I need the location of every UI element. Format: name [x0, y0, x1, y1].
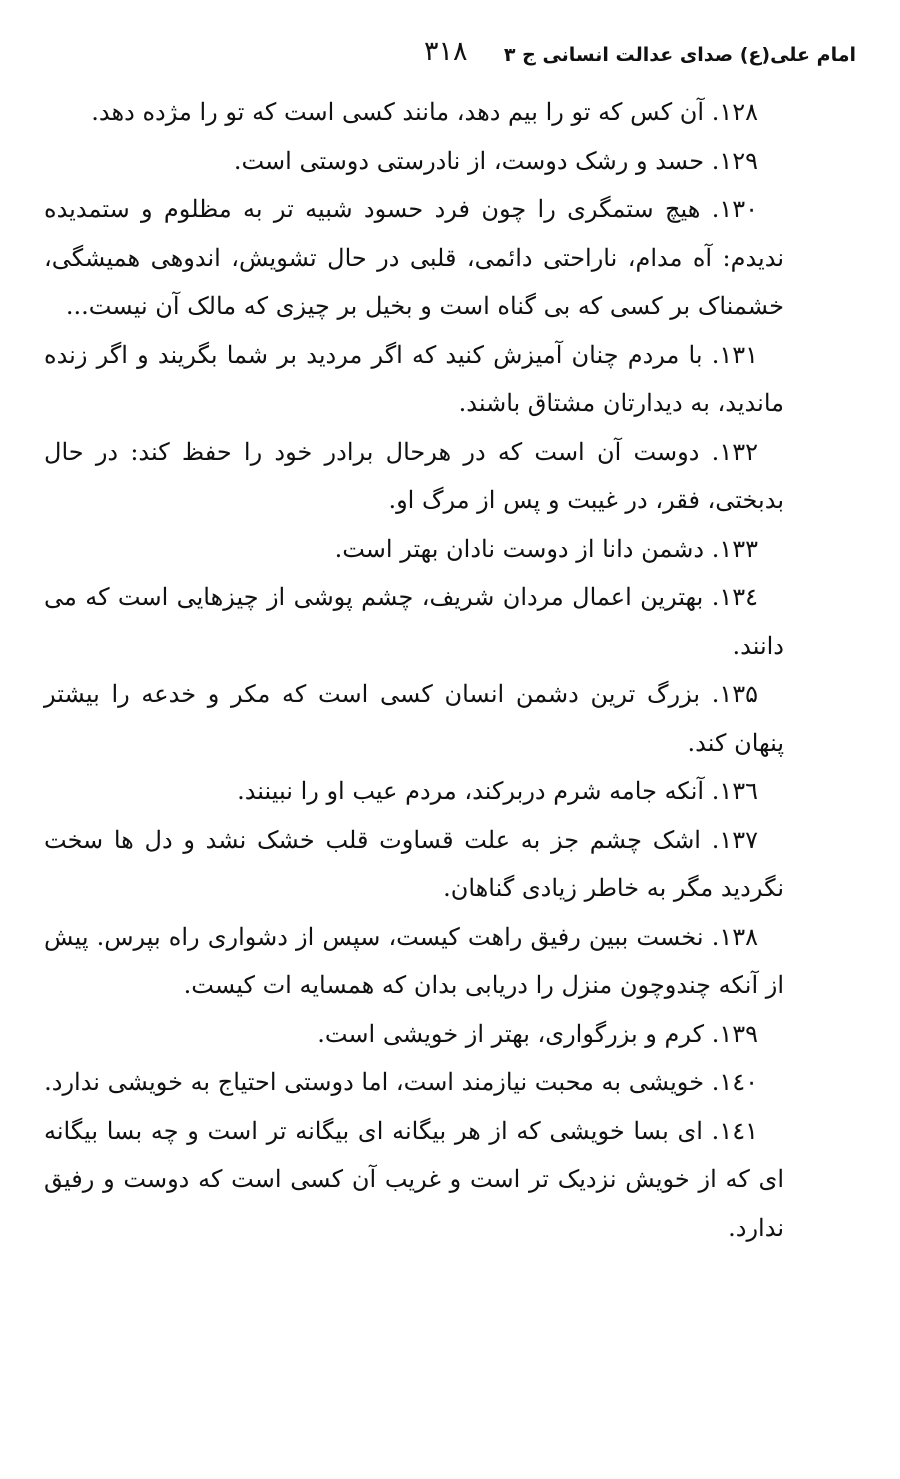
saying-number: ۱۳۲.: [711, 437, 758, 466]
saying-text: هیچ ستمگری را چون فرد حسود شبیه تر به مظلوم و ستمدیده ندیدم: آه مدام، ناراحتی دائمی، قلبی در حال تشویش، اندوهی همیشگی، خشمناک بر کسی که بی گناه است و بخیل بر چیزی که مالک آن نیست...: [44, 195, 784, 320]
saying-text: حسد و رشک دوست، از نادرستی دوستی است.: [233, 146, 705, 175]
saying-item: [44, 137, 784, 186]
saying-item: [44, 767, 784, 816]
saying-number: ۱۳۸.: [711, 922, 758, 951]
saying-item: [44, 573, 784, 670]
page-header: [44, 36, 856, 76]
saying-item: [44, 1107, 784, 1253]
page-number: ۳۱۸: [424, 36, 468, 67]
saying-text: خویشی به محبت نیازمند است، اما دوستی احتیاج به خویشی ندارد.: [44, 1068, 705, 1096]
saying-item: [44, 670, 784, 767]
saying-item: [44, 185, 784, 331]
saying-text: بهترین اعمال مردان شریف، چشم پوشی از چیزهایی است که می دانند.: [44, 583, 784, 660]
saying-number: ۱۳٤.: [711, 583, 758, 611]
saying-text: آن کس که تو را بیم دهد، مانند کسی است که تو را مژده دهد.: [91, 98, 705, 126]
page-content: [44, 88, 784, 1252]
saying-item: [44, 428, 784, 525]
saying-text: ای بسا خویشی که از هر بیگانه ای بیگانه تر است و چه بسا بیگانه ای که از خویش نزدیک تر است و غریب آن کسی است که دوست و رفیق ندارد.: [44, 1116, 784, 1242]
saying-text: دوست آن است که در هرحال برادر خود را حفظ کند: در حال بدبختی، فقر، در غیبت و پس از مرگ او.: [44, 437, 784, 514]
saying-text: اشک چشم جز به علت قساوت قلب خشک نشد و دل ها سخت نگردید مگر به خاطر زیادی گناهان.: [44, 825, 784, 902]
saying-number: ۱۳۳.: [711, 534, 758, 563]
saying-item: [44, 1058, 784, 1107]
saying-number: ۱۳٦.: [711, 777, 758, 805]
saying-number: ۱۲۹.: [711, 146, 758, 175]
running-title: امام علی(ع) صدای عدالت انسانی ج ۳: [503, 44, 856, 66]
saying-item: [44, 816, 784, 913]
saying-text: دشمن دانا از دوست نادان بهتر است.: [334, 534, 705, 563]
saying-text: آنکه جامه شرم دربرکند، مردم عیب او را نبینند.: [237, 777, 705, 805]
saying-number: ۱۳۰.: [711, 195, 758, 223]
saying-number: ۱۳۱.: [711, 340, 758, 369]
saying-number: ۱۳۷.: [711, 825, 758, 854]
saying-number: ۱۳۹.: [711, 1019, 758, 1048]
saying-number: ۱۳۵.: [711, 680, 758, 708]
saying-item: [44, 525, 784, 574]
saying-text: بزرگ ترین دشمن انسان کسی است که مکر و خدعه را بیشتر پنهان کند.: [44, 680, 784, 757]
saying-text: کرم و بزرگواری، بهتر از خویشی است.: [317, 1019, 705, 1048]
saying-number: ۱٤۱.: [711, 1116, 758, 1145]
saying-item: [44, 913, 784, 1010]
saying-number: ۱۲۸.: [711, 98, 758, 126]
saying-number: ۱٤۰.: [711, 1068, 758, 1096]
saying-item: [44, 331, 784, 428]
saying-text: نخست ببین رفیق راهت کیست، سپس از دشواری راه بپرس. پیش از آنکه چندوچون منزل را دریابی بدان که همسایه ات کیست.: [44, 922, 784, 999]
saying-item: [44, 1010, 784, 1059]
saying-text: با مردم چنان آمیزش کنید که اگر مردید بر شما بگریند و اگر زنده ماندید، به دیدارتان مشتاق باشند.: [44, 340, 784, 417]
saying-item: [44, 88, 784, 137]
